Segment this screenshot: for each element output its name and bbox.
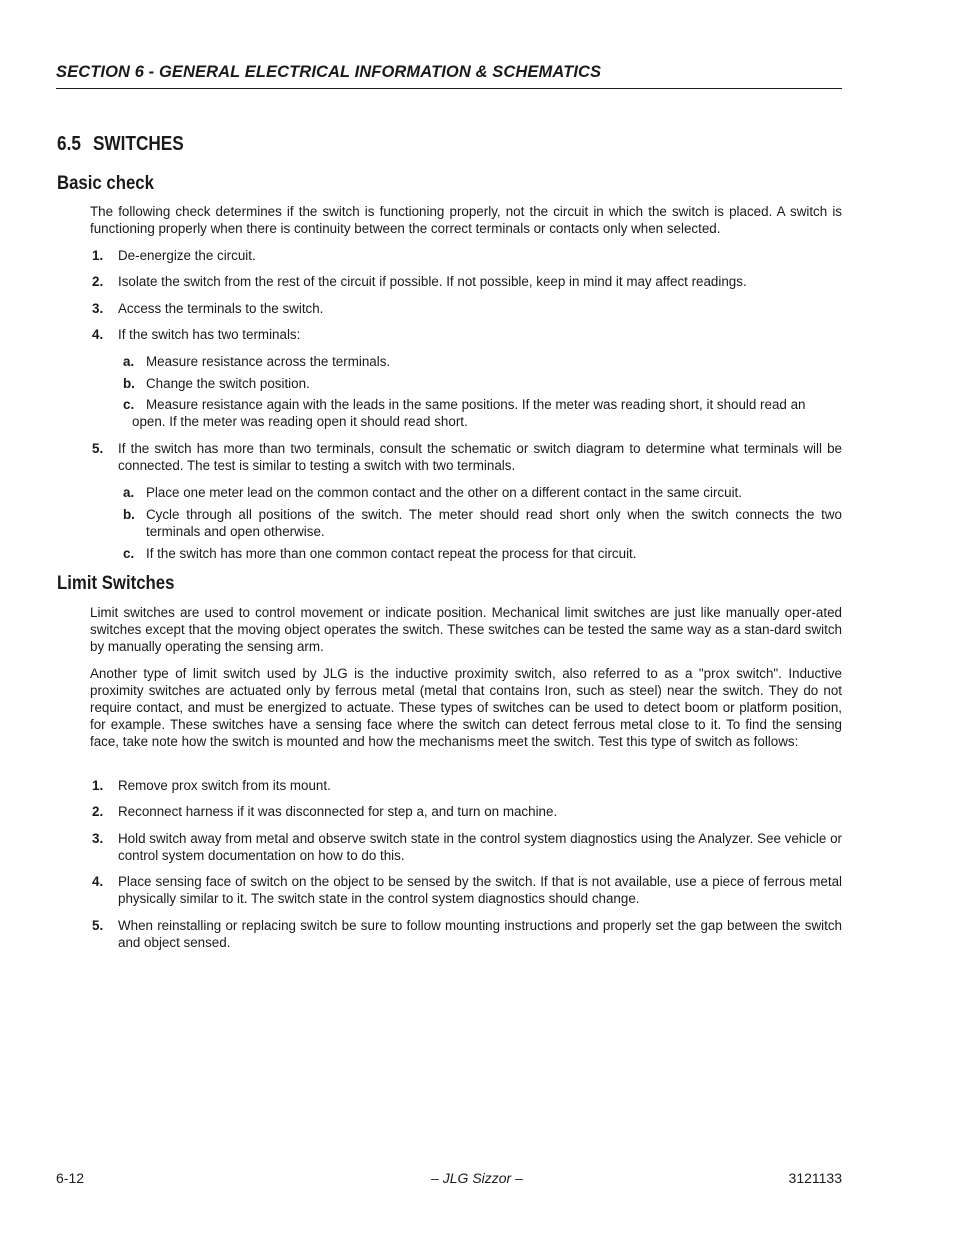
- step5-sub-a: a. Place one meter lead on the common contact and the other on a different contact in the same circuit.: [123, 485, 742, 500]
- limit-switches-heading: Limit Switches: [57, 572, 175, 594]
- limit-step-3: 3. Hold switch away from metal and observe switch state in the control system diagnostics using the Analyzer. See vehicle or control system documentation on how to do this.: [92, 831, 842, 863]
- step4-sub-c: c. Measure resistance again with the leads in the same positions. If the meter was reading short, it should read an open. If the meter was reading open it should read short.: [123, 397, 806, 429]
- limit-switches-para-1: Limit switches are used to control movement or indicate position. Mechanical limit switches are just like manually oper-ated switches except that the moving object operates the switch. These switches can be tested the same way as a stan-dard switch by manually operating the sensing arm.: [90, 605, 842, 654]
- limit-step-1: 1. Remove prox switch from its mount.: [92, 778, 331, 793]
- basic-check-heading: Basic check: [57, 172, 154, 194]
- section-header: SECTION 6 - GENERAL ELECTRICAL INFORMATION & SCHEMATICS: [56, 63, 842, 89]
- section-number: 6.5: [57, 133, 81, 155]
- basic-step-1: 1. De-energize the circuit.: [92, 248, 256, 263]
- document-number: 3121133: [788, 1170, 842, 1186]
- basic-step-2: 2. Isolate the switch from the rest of the circuit if possible. If not possible, keep in mind it may affect readings.: [92, 274, 747, 289]
- limit-step-5: 5. When reinstalling or replacing switch be sure to follow mounting instructions and properly set the gap between the switch and object sensed.: [92, 918, 842, 950]
- section-name: SWITCHES: [92, 133, 184, 155]
- step5-sub-c: c. If the switch has more than one common contact repeat the process for that circuit.: [123, 546, 637, 561]
- basic-step-5: 5. If the switch has more than two terminals, consult the schematic or switch diagram to determine what terminals will be connected. The test is similar to testing a switch with two terminals.: [92, 441, 842, 473]
- basic-step-3: 3. Access the terminals to the switch.: [92, 301, 324, 316]
- limit-step-4: 4. Place sensing face of switch on the object to be sensed by the switch. If that is not available, use a piece of ferrous metal physically similar to it. The switch state in the control system diagnostics should change.: [92, 874, 842, 906]
- basic-check-intro: The following check determines if the switch is functioning properly, not the circuit in which the switch is placed. A switch is functioning properly when there is continuity between the correct terminals or contacts only when selected.: [90, 204, 842, 236]
- page-number: 6-12: [56, 1170, 85, 1186]
- limit-switches-para-2: Another type of limit switch used by JLG is the inductive proximity switch, also referred to as a "prox switch". Inductive proximity switches are actuated only by ferrous metal (metal that contains Iron, such as steel) near the switch. They do not require contact, and must be energized to actuate. These types of switches can be used to detect boom or platform position, for example. These switches have a sensing face where the switch can detect ferrous metal close to it. To find the sensing face, take note how the switch is mounted and how the mechanisms meet the switch. Test this type of switch as follows:: [90, 666, 842, 749]
- step4-sub-a: a. Measure resistance across the terminals.: [123, 354, 391, 369]
- basic-step-4: 4. If the switch has two terminals:: [92, 327, 301, 342]
- step5-sub-b: b. Cycle through all positions of the switch. The meter should read short only when the switch connects the two terminals and open otherwise.: [123, 507, 842, 539]
- section-title: [57, 133, 184, 156]
- limit-step-2: 2. Reconnect harness if it was disconnected for step a, and turn on machine.: [92, 804, 558, 819]
- step4-sub-b: b. Change the switch position.: [123, 376, 310, 391]
- footer-title: – JLG Sizzor –: [431, 1170, 523, 1186]
